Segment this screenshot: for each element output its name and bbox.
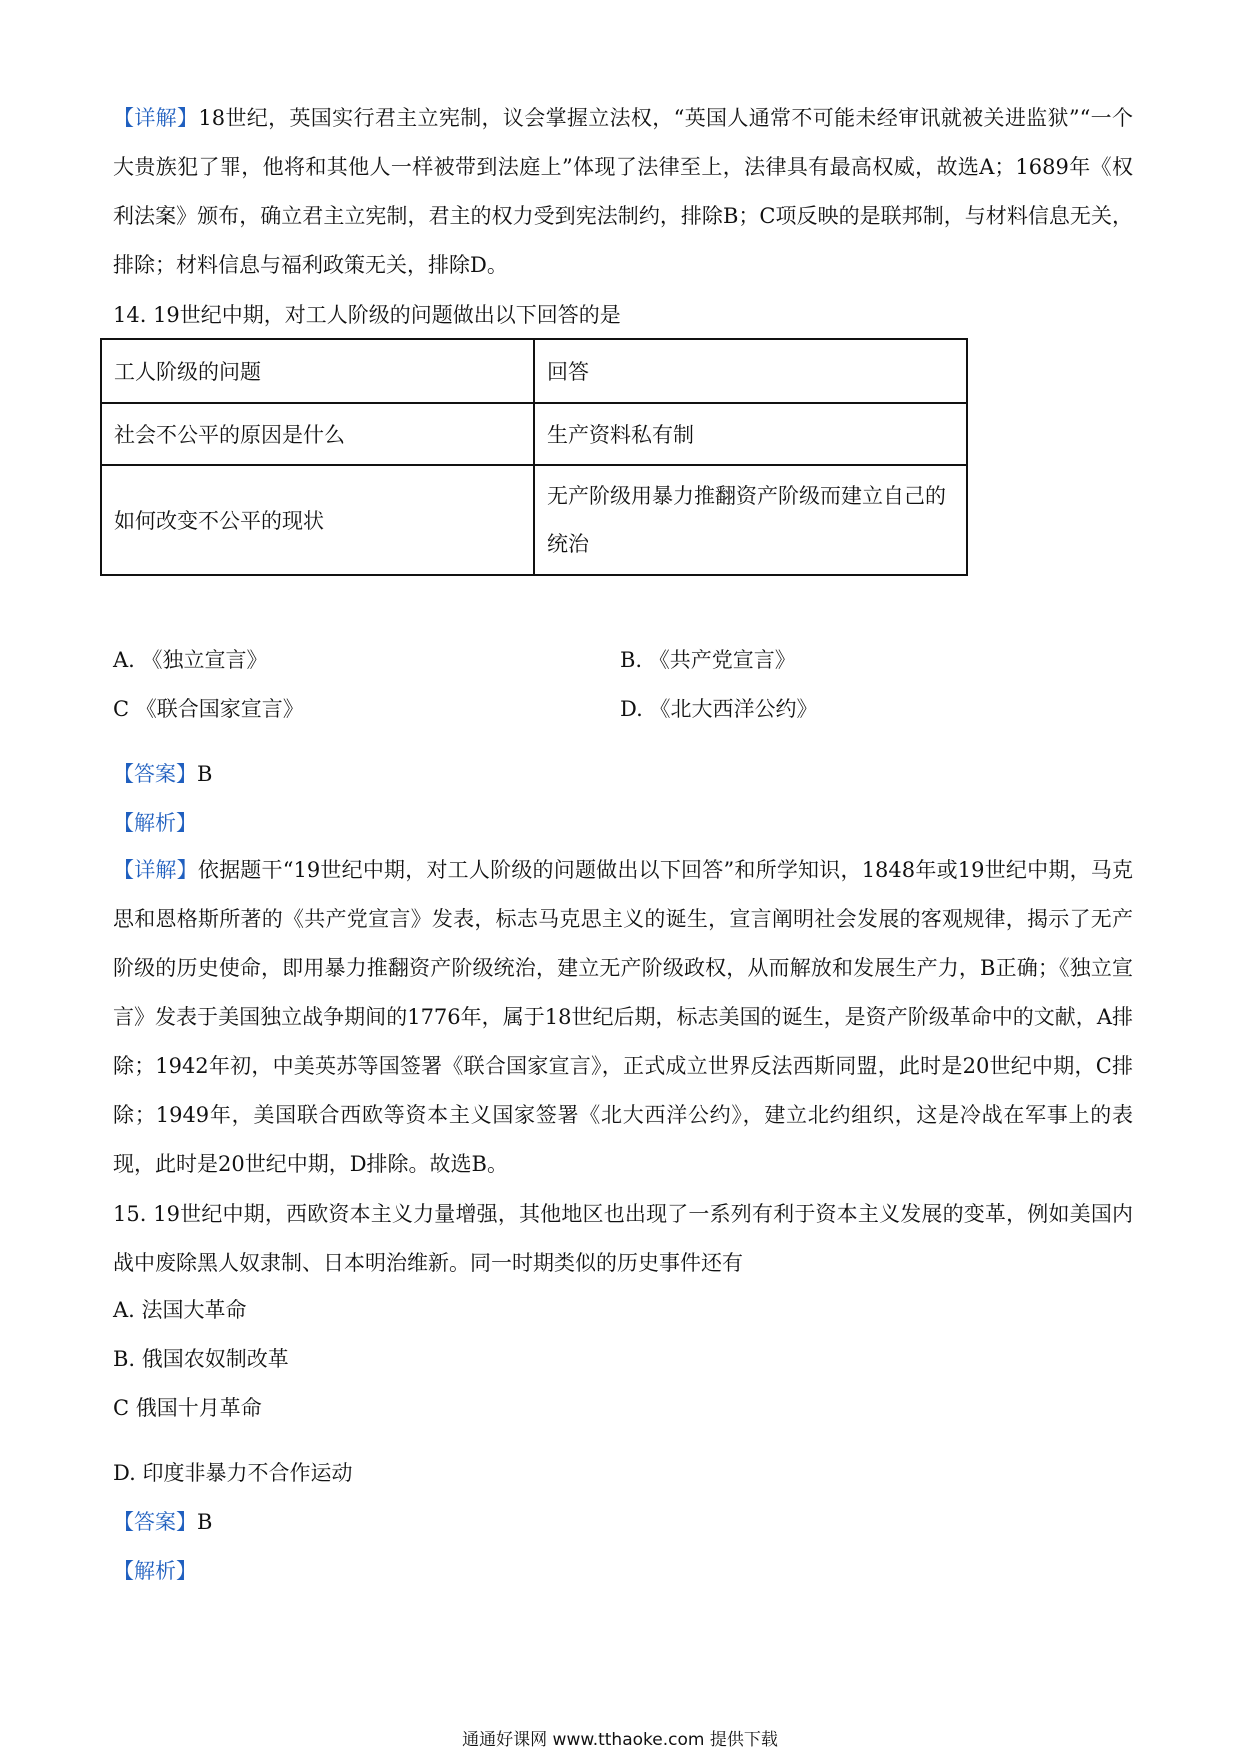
- q14-detail: [113, 846, 1133, 1189]
- q15-option-d: D. 印度非暴力不合作运动: [113, 1461, 353, 1485]
- table-cell: 社会不公平的原因是什么: [101, 403, 534, 465]
- prev-detail-label: 【详解】: [113, 106, 199, 130]
- detail-label: 【详解】: [113, 858, 198, 882]
- q14-stem: 14. 19世纪中期，对工人阶级的问题做出以下回答的是: [113, 303, 621, 327]
- q15-option-b: B. 俄国农奴制改革: [113, 1347, 289, 1371]
- q15-analysis-label: 【解析】: [113, 1559, 197, 1583]
- q14-analysis-label: 【解析】: [113, 811, 197, 835]
- footer-source-link[interactable]: 通通好课网 www.tthaoke.com 提供下载: [462, 1730, 778, 1750]
- answer-value: B: [197, 1510, 213, 1534]
- q14-option-c: C 《联合国家宣言》: [113, 697, 304, 721]
- q14-option-a: A. 《独立宣言》: [113, 648, 268, 672]
- q15-option-c: C 俄国十月革命: [113, 1396, 262, 1420]
- table-row: [101, 403, 967, 465]
- table-row: [101, 465, 967, 575]
- table-header-cell: 工人阶级的问题: [101, 339, 534, 403]
- table-cell: 生产资料私有制: [534, 403, 967, 465]
- prev-detail-text: 18世纪，英国实行君主立宪制，议会掌握立法权，“英国人通常不可能未经审讯就被关进监狱”“一个大贵族犯了罪，他将和其他人一样被带到法庭上”体现了法律至上，法律具有最高权威，故选A；1689年《权利法案》颁布，确立君主立宪制，君主的权力受到宪法制约，排除B；C项反映的是联邦制，与材料信息无关，排除；材料信息与福利政策无关，排除D。: [113, 106, 1133, 277]
- prev-explanation: [113, 94, 1133, 290]
- answer-label: 【答案】: [113, 762, 197, 786]
- answer-label: 【答案】: [113, 1510, 197, 1534]
- table-cell: 如何改变不公平的现状: [101, 465, 534, 575]
- table-header-cell: 回答: [534, 339, 967, 403]
- q14-table: [100, 338, 968, 576]
- table-cell: 无产阶级用暴力推翻资产阶级而建立自己的统治: [534, 465, 967, 575]
- q14-option-d: D. 《北大西洋公约》: [620, 697, 818, 721]
- q15-stem: 15. 19世纪中期，西欧资本主义力量增强，其他地区也出现了一系列有利于资本主义发展的变革，例如美国内战中废除黑人奴隶制、日本明治维新。同一时期类似的历史事件还有: [113, 1202, 1133, 1275]
- q15-answer: [113, 1507, 212, 1537]
- answer-value: B: [197, 762, 213, 786]
- q15-option-a: A. 法国大革命: [113, 1298, 247, 1322]
- table-header-row: [101, 339, 967, 403]
- q14-answer: [113, 759, 212, 789]
- detail-text: 依据题干“19世纪中期，对工人阶级的问题做出以下回答”和所学知识，1848年或19世纪中期，马克思和恩格斯所著的《共产党宣言》发表，标志马克思主义的诞生，宣言阐明社会发展的客观规律，揭示了无产阶级的历史使命，即用暴力推翻资产阶级统治，建立无产阶级政权，从而解放和发展生产力，B正确；《独立宣言》发表于美国独立战争期间的1776年，属于18世纪后期，标志美国的诞生，是资产阶级革命中的文献，A排除；1942年初，中美英苏等国签署《联合国家宣言》，正式成立世界反法西斯同盟，此时是20世纪中期，C排除；1949年，美国联合西欧等资本主义国家签署《北大西洋公约》，建立北约组织，这是冷战在军事上的表现，此时是20世纪中期，D排除。故选B。: [113, 858, 1133, 1176]
- q14-option-b: B. 《共产党宣言》: [620, 648, 796, 672]
